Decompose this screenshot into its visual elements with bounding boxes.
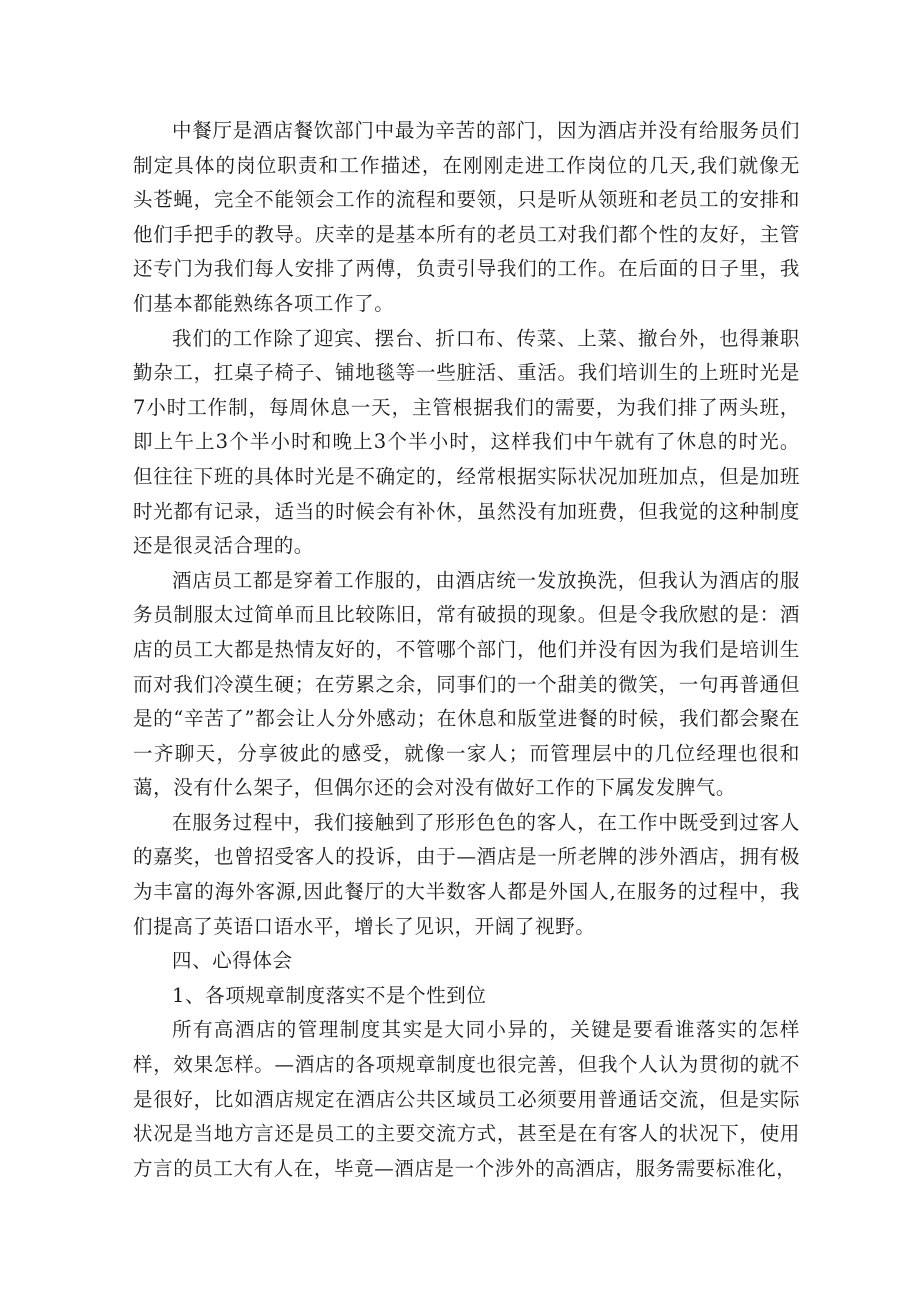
subsection-heading-rules: 1、各项规章制度落实不是个性到位 [172, 983, 487, 1007]
paragraph-management-rules: 所有高酒店的管理制度其实是大同小异的，关键是要看谁落实的怎样样，效果怎样。—酒店的各项规章制度也很完善，但我个人认为贯彻的就不是很好，比如酒店规定在酒店公共区域员工必须要用普通话交流，但是实际状况是当地方言还是员工的主要交流方式，甚至是在有客人的状况下，使用方言的员工大有人在，毕竟—酒店是一个涉外的高酒店，服务需要标准化， [133, 1018, 800, 1180]
paragraph-guests: 在服务过程中，我们接触到了形形色色的客人，在工作中既受到过客人的嘉奖，也曾招受客人的投诉，由于—酒店是一所老牌的涉外酒店，拥有极为丰富的海外客源,因此餐厅的大半数客人都是外国人,在服务的过程中，我们提高了英语口语水平，增长了见识，开阔了视野。 [133, 810, 800, 938]
section-heading-reflections: 四、心得体会 [172, 949, 293, 973]
paragraph-work-duties: 我们的工作除了迎宾、摆台、折口布、传菜、上菜、撤台外，也得兼职勤杂工，扛桌子椅子、铺地毯等一些脏活、重活。我们培训生的上班时光是7小时工作制，每周休息一天，主管根据我们的需要，为我们排了两头班，即上午上3个半小时和晚上3个半小时，这样我们中午就有了休息的时光。但往往下班的具体时光是不确定的，经常根据实际状况加班加点，但是加班时光都有记录，适当的时候会有补休，虽然没有加班费，但我觉的这种制度还是很灵活合理的。 [133, 326, 800, 558]
paragraph-restaurant-intro: 中餐厅是酒店餐饮部门中最为辛苦的部门，因为酒店并没有给服务员们制定具体的岗位职责和工作描述，在刚刚走进工作岗位的几天,我们就像无头苍蝇，完全不能领会工作的流程和要领，只是听从领班和老员工的安排和他们手把手的教导。庆幸的是基本所有的老员工对我们都个性的友好，主管还专门为我们每人安排了两傅，负责引导我们的工作。在后面的日子里，我们基本都能熟练各项工作了。 [133, 119, 800, 315]
paragraph-uniform-colleagues: 酒店员工都是穿着工作服的，由酒店统一发放换洗，但我认为酒店的服务员制服太过简单而且比较陈旧，常有破损的现象。但是令我欣慰的是：酒店的员工大都是热情友好的，不管哪个部门，他们并没有因为我们是培训生而对我们冷漠生硬；在劳累之余，同事们的一个甜美的微笑，一句再普通但是的“辛苦了”都会让人分外感动；在休息和版堂进餐的时候，我们都会聚在一齐聊天，分享彼此的感受，就像一家人；而管理层中的几位经理也很和蔼，没有什么架子，但偶尔还的会对没有做好工作的下属发发脾气。 [133, 568, 800, 800]
